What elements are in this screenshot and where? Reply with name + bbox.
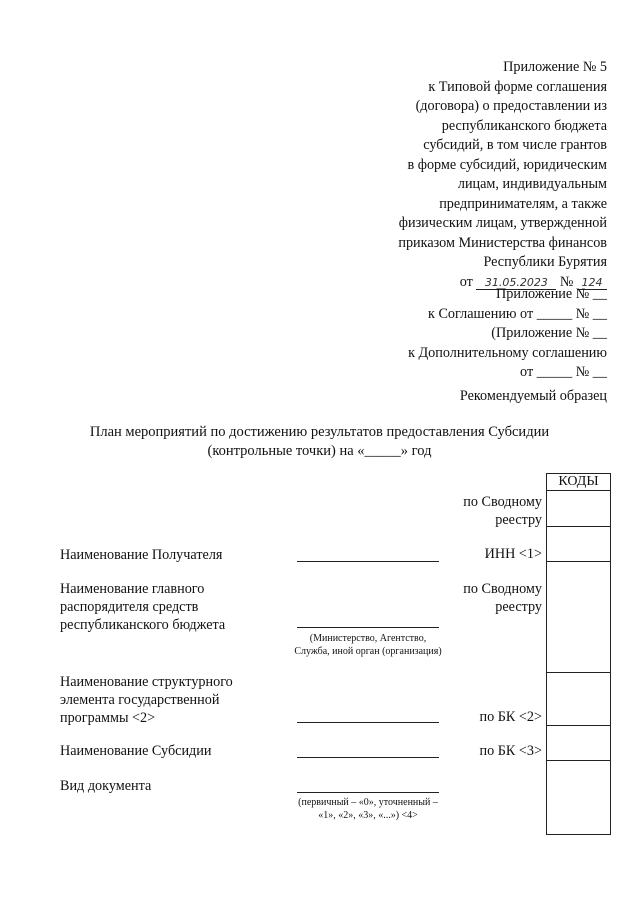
code-cell-svod-reestr-2[interactable]	[547, 562, 610, 673]
document-type-label: Вид документа	[60, 778, 152, 794]
appendix-line: субсидий, в том числе грантов	[423, 137, 607, 153]
order-number: 124	[577, 276, 607, 290]
appendix-line: в форме субсидий, юридическим	[407, 156, 607, 173]
document-type-blank[interactable]	[297, 792, 439, 793]
code-cell-bk-program[interactable]	[547, 673, 610, 726]
bk-program-label: по БК <2>	[479, 709, 542, 725]
main-distributor-label: Наименование главного распорядителя средств республиканского бюджета	[60, 581, 226, 633]
order-number-label: №	[559, 273, 574, 290]
code-cell-inn[interactable]	[547, 527, 610, 562]
agreement-line: (Приложение № __	[491, 325, 607, 341]
recipient-label: Наименование Получателя	[60, 547, 223, 563]
main-distributor-blank[interactable]	[297, 627, 439, 628]
program-element-blank[interactable]	[297, 722, 439, 723]
svod-reestr-label-2: по Сводному реестру	[463, 581, 542, 615]
agreement-line: Приложение № __	[496, 286, 607, 302]
agreement-line: к Дополнительному соглашению	[408, 344, 607, 361]
agreement-appendix-block	[307, 285, 607, 383]
subsidy-name-label: Наименование Субсидии	[60, 743, 212, 759]
appendix-line: Приложение № 5	[503, 59, 607, 75]
appendix-line: Республики Бурятия	[483, 254, 607, 270]
order-prefix: от	[459, 273, 473, 290]
codes-table	[546, 473, 611, 835]
appendix-line: предпринимателям, а также	[439, 195, 607, 212]
document-title	[0, 423, 639, 461]
agreement-line: от _____ № __	[520, 364, 607, 380]
appendix-line: (договора) о предоставлении из	[415, 98, 607, 114]
recipient-blank[interactable]	[297, 561, 439, 562]
order-date: 31.05.2023	[476, 276, 556, 290]
appendix-line: физическим лицам, утвержденной	[398, 215, 607, 231]
title-line-1: План мероприятий по достижению результатов предоставления Субсидии	[89, 424, 550, 440]
appendix-line: приказом Министерства финансов	[398, 234, 607, 251]
inn-label: ИНН <1>	[484, 546, 542, 562]
svod-reestr-label: по Сводному реестру	[463, 494, 542, 528]
appendix-header	[307, 58, 607, 292]
subsidy-name-blank[interactable]	[297, 757, 439, 758]
codes-header: КОДЫ	[547, 474, 610, 491]
code-cell-bk-subsidy[interactable]	[547, 726, 610, 761]
code-cell-svod-reestr[interactable]	[547, 491, 610, 527]
appendix-line: лицам, индивидуальным	[457, 176, 607, 192]
appendix-line: республиканского бюджета	[441, 117, 607, 134]
appendix-line: к Типовой форме соглашения	[428, 78, 607, 95]
document-type-hint: (первичный – «0», уточненный – «1», «2», «3», «...») <4>	[298, 797, 438, 821]
title-line-2: (контрольные точки) на «_____» год	[207, 443, 432, 459]
recommended-sample-label: Рекомендуемый образец	[459, 388, 607, 404]
program-element-label: Наименование структурного элемента государственной программы <2>	[60, 674, 233, 726]
bk-subsidy-label: по БК <3>	[479, 743, 542, 759]
main-distributor-hint: (Министерство, Агентство, Служба, иной орган (организация)	[294, 633, 442, 657]
agreement-line: к Соглашению от _____ № __	[428, 305, 607, 322]
